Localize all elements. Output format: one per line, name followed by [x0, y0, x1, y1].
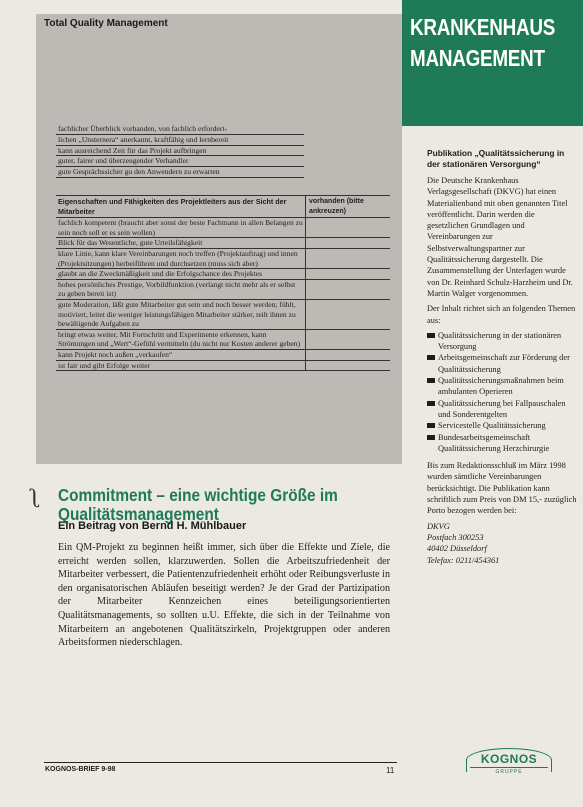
checkbox-cell[interactable]	[306, 350, 390, 360]
list-item: Qualitätssicherungsmaßnahmen beim ambulanten Operieren	[427, 375, 577, 398]
article-headline: Commitment – eine wichtige Größe im Qualitätsmanagement	[58, 485, 338, 524]
sidebar-title: KRANKENHAUS MANAGEMENT	[410, 14, 556, 71]
quality-cell: Blick für das Wesentliche, gute Urteilsfähigkeit	[56, 238, 306, 248]
table-row: guter, fairer und überzeugender Verhandler	[56, 156, 304, 167]
quality-cell: gute Moderation, läßt gute Mitarbeiter gut sein und noch besser werden; fühlt, motiviert, leitet die weniger leistungsfähigen Mitarbeiter stärker, teilt ihnen zu bewältigende Aufgaben zu	[56, 300, 306, 329]
article-byline: Ein Beitrag von Bernd H. Mühlbauer	[58, 520, 247, 532]
table-row: fachlicher Überblick vorhanden, von fachlich erfordert-	[56, 124, 304, 135]
publication-closing: Bis zum Redaktionsschluß im März 1998 wurden sämtliche Vereinbarungen berücksichtigt. Die Publikation kann schriftlich zum Preis von DM 15,- zuzüglich Porto bezogen werden bei:	[427, 461, 577, 516]
table-row	[56, 350, 390, 361]
checkbox-cell[interactable]	[306, 361, 390, 371]
checkbox-cell[interactable]	[306, 249, 390, 268]
quality-cell: hohes persönliches Prestige, Vorbildfunktion (verlangt nicht mehr als er selbst zu geben bereit ist)	[56, 280, 306, 299]
table-row: gute Gesprächssicher gu den Anwendern zu erwarten	[56, 167, 304, 178]
list-item: Arbeitsgemeinschaft zur Förderung der Qualitätssicherung	[427, 352, 577, 375]
list-item: Servicestelle Qualitätssicherung	[427, 420, 577, 431]
table-row: kann ausreichend Zeit für das Projekt aufbringen	[56, 146, 304, 157]
checkbox-cell[interactable]	[306, 300, 390, 329]
table-row	[56, 249, 390, 269]
list-item: Qualitätssicherung bei Fallpauschalen und Sonderentgelten	[427, 398, 577, 421]
quality-cell: klare Linie, kann klare Vereinbarungen noch treffen (Projektauftrag) und innen (Projektsitzungen) herbeiführen und durchsetzen (muss sich aber)	[56, 249, 306, 268]
table-row	[56, 300, 390, 330]
quality-cell: glaubt an die Zweckmäßigkeit und die Erfolgschance des Projektes	[56, 269, 306, 279]
checkbox-cell[interactable]	[306, 218, 390, 237]
topics-intro: Der Inhalt richtet sich an folgenden Themen aus:	[427, 304, 576, 325]
table-row	[56, 361, 390, 372]
table-header	[56, 196, 390, 218]
publication-intro: Die Deutsche Krankenhaus Verlagsgesellschaft (DKVG) hat einen Materialienband mit oben genannten Titel veröffentlicht. Darin werden die gesetzlichen Grundlagen und Vereinbarungen zur Selbstverwaltungspartner zur Qualitätssicherung dargestellt. Die Zusammenstellung der Unterlagen wurde von Dr. Reinhard Schulz-Harzheim und Dr. Martin Walger vorgenommen.	[427, 176, 573, 298]
table-row	[56, 330, 390, 350]
topics-list	[427, 330, 577, 454]
quality-cell: ist fair und gibt Erfolge weiter	[56, 361, 306, 371]
table-header-qualities: Eigenschaften und Fähigkeiten des Projektleiters aus der Sicht der Mitarbeiter	[56, 196, 306, 217]
checkbox-cell[interactable]	[306, 238, 390, 248]
list-item: Qualitätssicherung in der stationären Versorgung	[427, 330, 577, 353]
kognos-logo: KOGNOS GRUPPE	[470, 752, 548, 775]
requirements-table	[56, 124, 304, 178]
handwritten-mark: ʅ	[30, 484, 42, 513]
checkbox-cell[interactable]	[306, 280, 390, 299]
quality-cell: bringt etwas weiter, Mit Fortschritt und Experimente erkennen, kann Strömungen und „Wert“-Gefühl vermitteln (du nicht nur Kosten anderer geben)	[56, 330, 306, 349]
sidebar-column	[427, 148, 577, 566]
leader-qualities-table	[56, 195, 390, 371]
article-body: Ein QM-Projekt zu beginnen heißt immer, sich über die Effekte und Ziele, die erreicht werden sollen, klarzuwerden. Sollen die Arbeitszufriedenheit der Mitarbeiter verbessert, die Patientenzufriedenheit erhöht oder Reibungsverluste in den organisatorischen Abläufen beseitigt werden? Je der Grad der Partizipation der Mitarbeiter Kennzeichen eines beteiligungsorientierten Qualitätsmanagements, so sollten u.U. Effekte, die sich in der Teilnahme von Mitarbeitern an angebotenen Qualitätszirkeln, Projektgruppen oder anderen Arbeitsformen niederschlagen.	[58, 542, 390, 649]
table-row: lichen „Unsternera“ anerkannt, kraftfähig und lernbereit	[56, 135, 304, 146]
list-item: Bundesarbeitsgemeinschaft Qualitätssicherung Herzchirurgie	[427, 432, 577, 455]
checkbox-cell[interactable]	[306, 330, 390, 349]
page-number: 11	[386, 766, 395, 775]
quality-cell: kann Projekt noch außen „verkaufen“	[56, 350, 306, 360]
address: DKVG Postfach 300253 40402 Düsseldorf Telefax: 0211/454361	[427, 521, 500, 565]
footer-rule	[44, 762, 397, 763]
table-row	[56, 218, 390, 238]
table-header-checkbox: vorhanden (bitte ankreuzen)	[309, 198, 364, 215]
section-header: Total Quality Management	[44, 18, 168, 29]
table-row	[56, 269, 390, 280]
publication-title: Publikation „Qualitätssicherung in der stationären Versorgung“	[427, 148, 565, 169]
table-row	[56, 238, 390, 249]
quality-cell: fachlich kompetent (braucht aber sonst der beste Fachmann in allen Belangen zu sein noch soll er es sein wollen)	[56, 218, 306, 237]
checkbox-cell[interactable]	[306, 269, 390, 279]
table-row	[56, 280, 390, 300]
footer-publication: KOGNOS-BRIEF 9-98	[45, 766, 116, 773]
sidebar-banner	[402, 0, 583, 126]
